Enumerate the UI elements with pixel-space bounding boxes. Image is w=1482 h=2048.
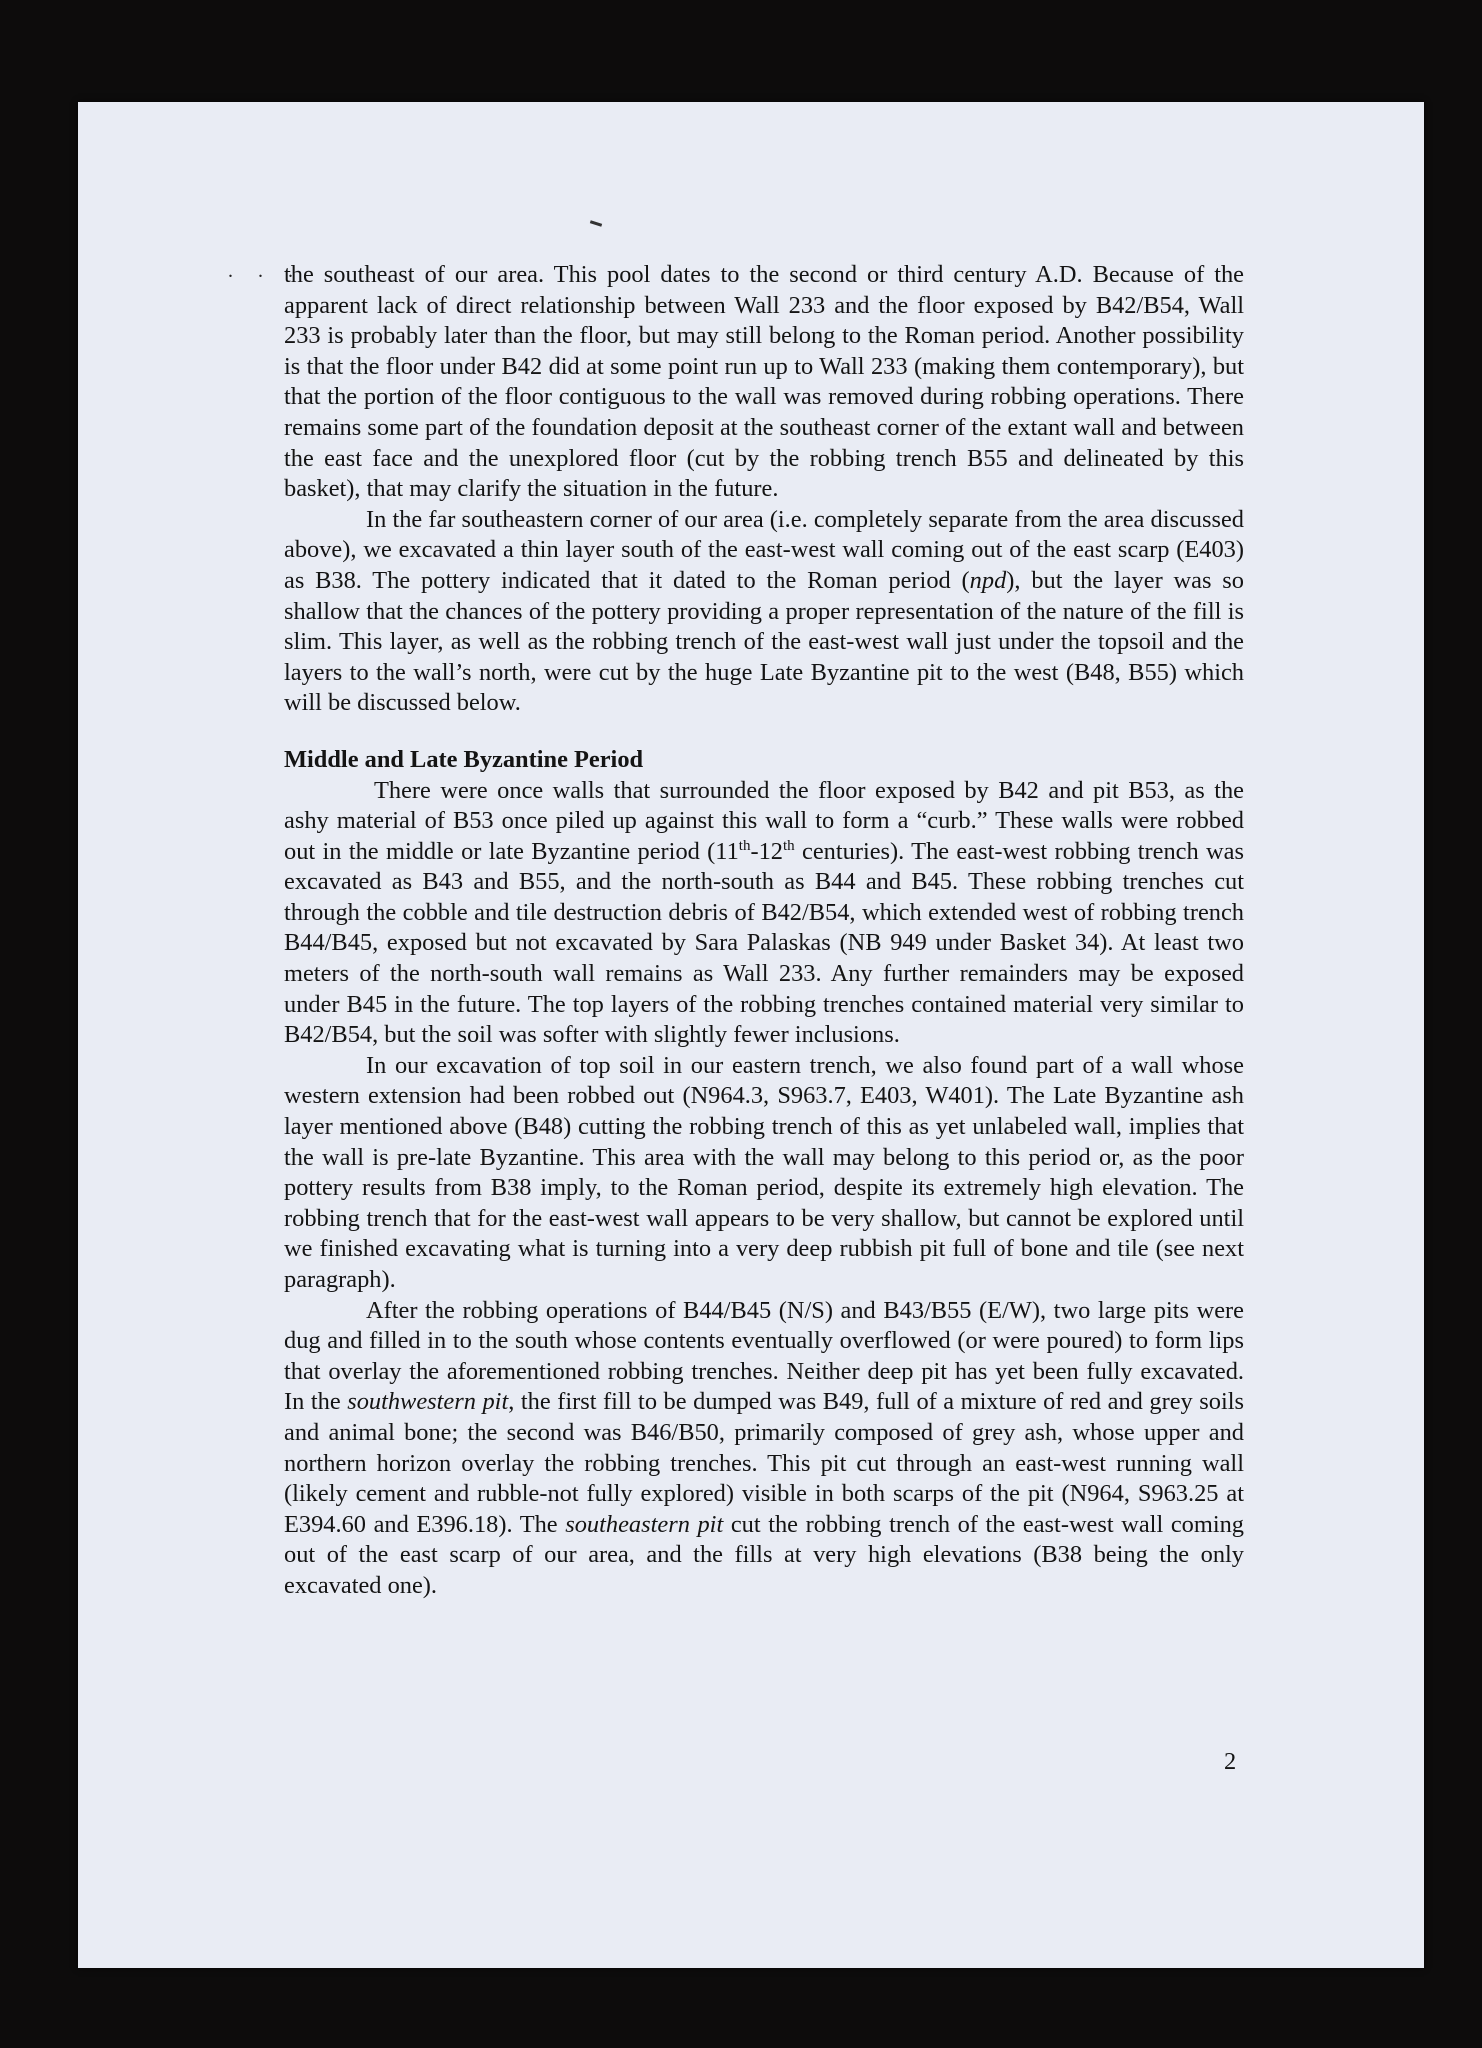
- paragraph-3-text-c: centuries). The east-west robbing trench was excavated as B43 and B55, and the north-south as B44 and B45. These robbing trenches cut through the cobble and tile destruction debris of B42/B54, which extended west of robbing trench B44/B45, exposed but not excavated by Sara Palaskas (NB 949 under Basket 34). At least two meters of the north-south wall remains as Wall 233. Any further remainders may be exposed under B45 in the future. The top layers of the robbing trenches contained material very similar to B42/B54, but the soil was softer with slightly fewer inclusions.: [284, 837, 1244, 1049]
- stray-mark: [590, 220, 602, 227]
- paragraph-3-sup-2: th: [782, 837, 795, 854]
- page-marks: . . .: [228, 260, 303, 282]
- paragraph-2-italic: npd: [969, 566, 1007, 594]
- document-body: [284, 260, 1244, 1602]
- paragraph-3-text-a: There were once walls that surrounded the floor exposed by B42 and pit B53, as the ashy material of B53 once piled up against this wall to form a “curb.” These walls were robbed out in the middle or late Byzantine period (11: [284, 776, 1244, 865]
- paragraph-3-sup-1: th: [738, 837, 751, 854]
- paragraph-4: In our excavation of top soil in our eastern trench, we also found part of a wall whose western extension had been robbed out (N964.3, S963.7, E403, W401). The Late Byzantine ash layer mentioned above (B48) cutting the robbing trench of this as yet unlabeled wall, implies that the wall is pre-late Byzantine. This area with the wall may belong to this period or, as the poor pottery results from B38 imply, to the Roman period, despite its extremely high elevation. The robbing trench that for the east-west wall appears to be very shallow, but cannot be explored until we finished excavating what is turning into a very deep rubbish pit full of bone and tile (see next paragraph).: [284, 1051, 1244, 1293]
- paragraph-1: the southeast of our area. This pool dates to the second or third century A.D. Because of the apparent lack of direct relationship between Wall 233 and the floor exposed by B42/B54, Wall 233 is probably later than the floor, but may still belong to the Roman period. Another possibility is that the floor under B42 did at some point run up to Wall 233 (making them contemporary), but that the portion of the floor contiguous to the wall was removed during robbing operations. There remains some part of the foundation deposit at the southeast corner of the extant wall and between the east face and the unexplored floor (cut by the robbing trench B55 and delineated by this basket), that may clarify the situation in the future.: [284, 261, 1244, 503]
- paragraph-5: [284, 1296, 1244, 1602]
- paragraph-2-text-b: ), but the layer was so shallow that the chances of the pottery providing a proper representation of the nature of the fill is slim. This layer, as well as the robbing trench of the east-west wall just under the topsoil and the layers to the wall’s north, were cut by the huge Late Byzantine pit to the west (B48, B55) which will be discussed below.: [284, 566, 1244, 717]
- page-number: 2: [1224, 1748, 1237, 1775]
- paragraph-3-text-b: -12: [750, 837, 783, 865]
- paragraph-5-italic-1: southwestern pit: [347, 1388, 509, 1416]
- paragraph-2-text-a: In the far southeastern corner of our area (i.e. completely separate from the area discussed above), we excavated a thin layer south of the east-west wall coming out of the east scarp (E403) as B38. The pottery indicated that it dated to the Roman period (: [284, 505, 1244, 594]
- paragraph-3: [284, 776, 1244, 1051]
- section-heading: Middle and Late Byzantine Period: [284, 745, 644, 773]
- paragraph-5-text-c: cut the robbing trench of the east-west wall coming out of the east scarp of our area, and the fills at very high elevations (B38 being the only excavated one).: [284, 1510, 1244, 1599]
- paragraph-5-text-a: After the robbing operations of B44/B45 (N/S) and B43/B55 (E/W), two large pits were dug and filled in to the south whose contents eventually overflowed (or were poured) to form lips that overlay the aforementioned robbing trenches. Neither deep pit has yet been fully excavated. In the: [284, 1296, 1244, 1416]
- paragraph-5-text-b: , the first fill to be dumped was B49, full of a mixture of red and grey soils and animal bone; the second was B46/B50, primarily composed of grey ash, whose upper and northern horizon overlay the robbing trenches. This pit cut through an east-west running wall (likely cement and rubble-not fully explored) visible in both scarps of the pit (N964, S963.25 at E394.60 and E396.18). The: [284, 1388, 1244, 1538]
- paragraph-5-italic-2: southeastern pit: [565, 1510, 724, 1538]
- paragraph-2: [284, 505, 1244, 719]
